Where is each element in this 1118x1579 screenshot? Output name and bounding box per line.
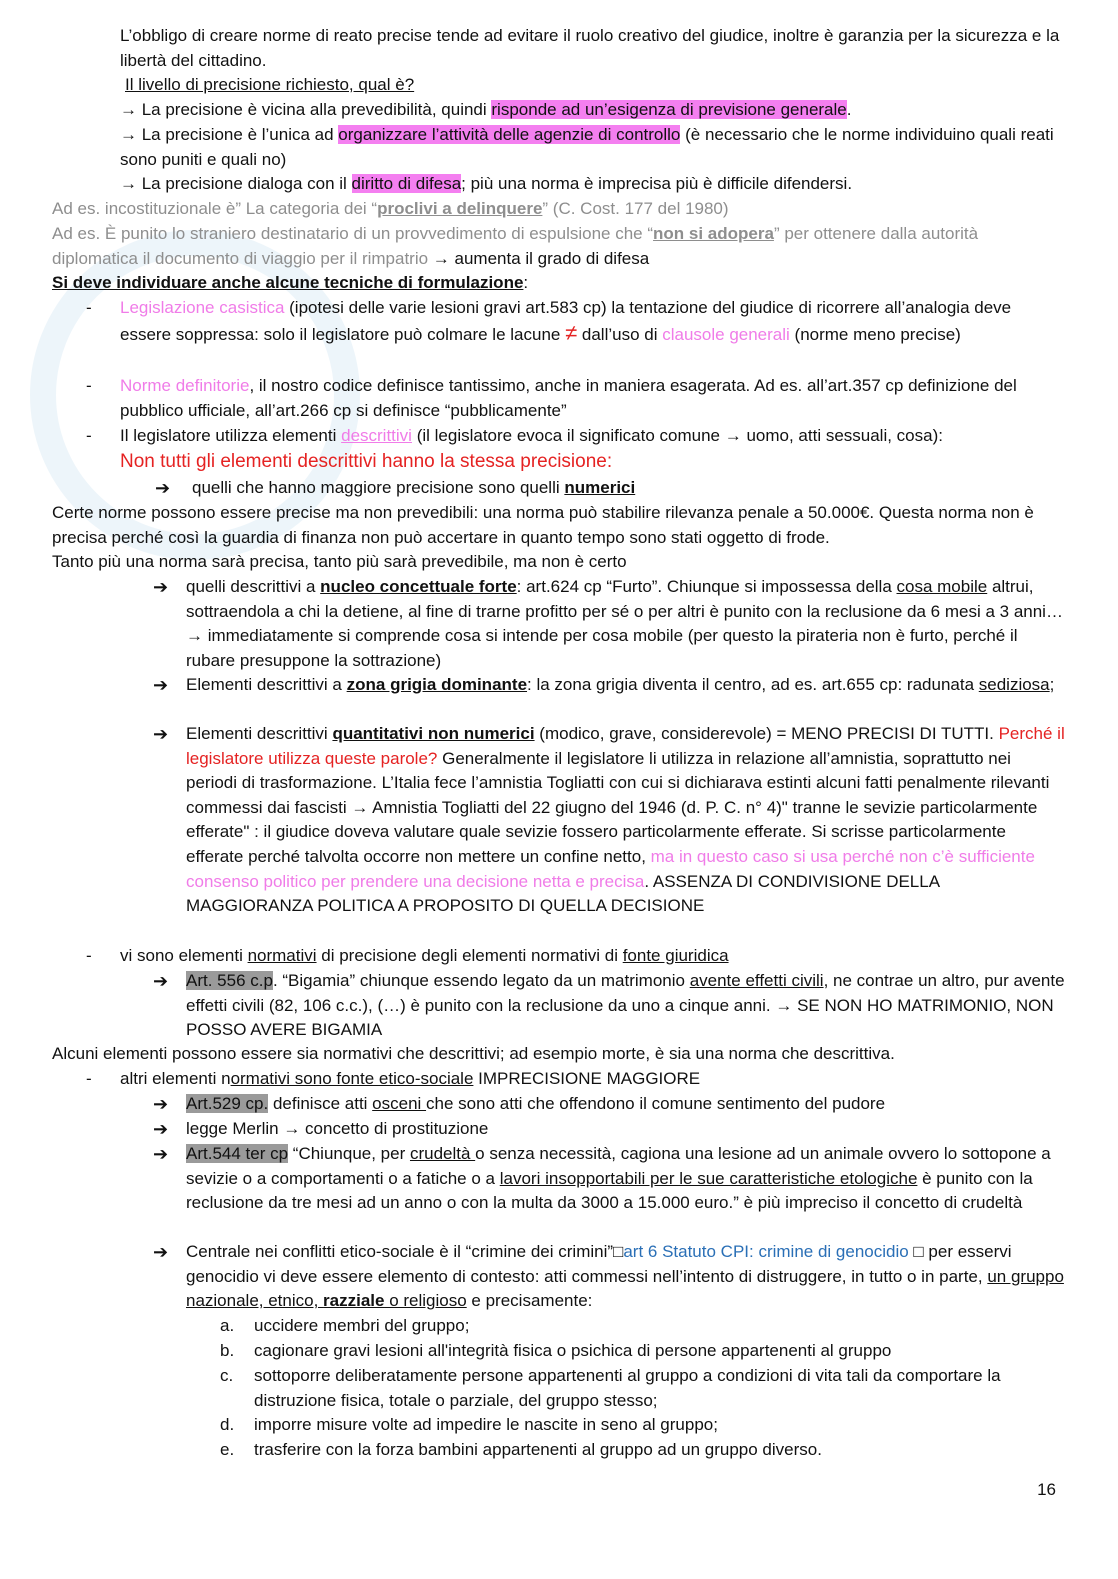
arrow-bullet-icon: ➔ — [153, 1144, 169, 1164]
question-line: Il livello di precisione richiesto, qual è? — [125, 75, 415, 94]
list-item: ➔ Art. 556 c.p. “Bigamia” chiunque essendo legato da un matrimonio avente effetti civili, ne contrae un altro, pur avente effetti civili (82, 106 c.c.), (…) è punito con la reclusione da uno a cinque anni. → SE NON HO MATRIMONIO, NON POSSO AVERE BIGAMIA — [153, 971, 1065, 1040]
list-item: - Norme definitorie, il nostro codice definisce tantissimo, anche in maniera esagerata. Ad es. all’art.357 cp definizione del pubblico ufficiale, all’art.266 cp si definisce “pubblicamente” — [86, 376, 1017, 420]
example-1: Ad es. incostituzionale è” La categoria dei “proclivi a delinquere” (C. Cost. 177 del 1980) — [52, 199, 729, 218]
box-glyph-icon: □ — [613, 1242, 624, 1261]
list-item: - Il legislatore utilizza elementi descrittivi (il legislatore evoca il significato comune → uomo, atti sessuali, cosa): — [0, 424, 1118, 449]
dash-bullet: - — [86, 946, 92, 965]
arrow-bullet-icon: ➔ — [153, 675, 169, 695]
list-item: ➔ quelli descrittivi a nucleo concettuale forte: art.624 cp “Furto”. Chiunque si impossessa della cosa mobile altrui, sottraendola a chi la detiene, al fine di trarne profitto per sé o per altri è punito con la reclusione da 6 mesi a 3 anni… → immediatamente si comprende cosa si intende per cosa mobile (per questo la pirateria non è furto, perché il rubare presuppone la sottrazione) — [153, 577, 1063, 670]
precision-point-1: → La precisione è vicina alla prevedibilità, quindi risponde ad un’esigenza di previsione generale. — [120, 100, 852, 119]
dash-bullet: - — [86, 298, 92, 317]
list-item: d. imporre misure volte ad impedire le nascite in seno al gruppo; — [220, 1415, 718, 1434]
paragraph: Tanto più una norma sarà precisa, tanto più sarà prevedibile, ma non è certo — [52, 552, 627, 571]
arrow-bullet-icon: ➔ — [155, 478, 171, 498]
arrow-bullet-icon: ➔ — [153, 1094, 169, 1114]
list-item: ➔ Art.544 ter cp “Chiunque, per crudeltà o senza necessità, cagiona una lesione ad un animale ovvero lo sottopone a sevizie o a comportamenti o a fatiche o a lavori insopportabili per le sue caratteristiche etologiche è punito con la reclusione da tre mesi ad un anno o con la multa da 3000 a 15.000 euro.” è più impreciso il concetto di crudeltà — [153, 1144, 1051, 1213]
red-note: Non tutti gli elementi descrittivi hanno la stessa precisione: — [120, 451, 613, 472]
example-2: Ad es. È punito lo straniero destinatario di un provvedimento di espulsione che “non si adopera” per ottenere dalla autorità diplomatica il documento di viaggio per il rimpatrio → aumenta il grado di difesa — [52, 224, 979, 268]
paragraph: Certe norme possono essere precise ma non prevedibili: una norma può stabilire rilevanza penale a 50.000€. Questa norma non è precisa perché così la guardia di finanza non può accertare in quanto tempo sono stati oggetto di frode. — [52, 503, 1034, 547]
precision-point-3: → La precisione dialoga con il diritto di difesa; più una norma è imprecisa più è difficile difendersi. — [120, 174, 853, 193]
intro-paragraph: L’obbligo di creare norme di reato precise tende ad evitare il ruolo creativo del giudice, inoltre è garanzia per la sicurezza e la libertà del cittadino. — [120, 26, 1060, 70]
box-glyph-icon: □ — [913, 1242, 924, 1261]
list-item: - Legislazione casistica (ipotesi delle varie lesioni gravi art.583 cp) la tentazione del giudice di ricorrere all’analogia deve essere soppressa: solo il legislatore può colmare le lacune ≠ dall’uso di clausole generali (norme meno precise) — [86, 298, 1012, 345]
list-item: ➔ quelli che hanno maggiore precisione sono quelli numerici — [0, 476, 1118, 501]
list-item: ➔ legge Merlin → concetto di prostituzione — [0, 1117, 1118, 1142]
list-item: c. sottoporre deliberatamente persone appartenenti al gruppo a condizioni di vita tali da comportare la distruzione fisica, totale o parziale, del gruppo stesso; — [220, 1366, 1001, 1410]
precision-point-2: → La precisione è l’unica ad organizzare l’attività delle agenzie di controllo (è necessario che le norme individuino quali reati sono puniti e quali no) — [120, 125, 1054, 169]
arrow-bullet-icon: ➔ — [153, 1119, 169, 1139]
arrow-bullet-icon: ➔ — [153, 724, 169, 744]
arrow-bullet-icon: ➔ — [153, 577, 169, 597]
arrow-bullet-icon: ➔ — [153, 971, 169, 991]
list-item: ➔ Centrale nei conflitti etico-sociale è il “crimine dei crimini”□art 6 Statuto CPI: crimine di genocidio □ per esservi genocidio vi deve essere elemento di contesto: atti commessi nell’intento di distruggere, in tutto o in parte, un gruppo nazionale, etnico, razziale o religioso e precisamente: — [153, 1242, 1064, 1311]
list-item: e. trasferire con la forza bambini appartenenti al gruppo ad un gruppo diverso. — [220, 1440, 822, 1459]
dash-bullet: - — [86, 426, 92, 445]
list-item: ➔ Elementi descrittivi quantitativi non numerici (modico, grave, considerevole) = MENO PRECISI DI TUTTI. Perché il legislatore utilizza queste parole? Generalmente il legislatore li utilizza in relazione all’amnistia, soprattutto nei periodi di trasformazione. L’Italia fece l’amnistia Togliatti con cui si dichiarava estinti alcuni fatti penalmente rilevanti commessi dai fascisti → Amnistia Togliatti del 22 giugno del 1946 (d. P. C. n° 4)" tranne le sevizie particolarmente efferate" : il giudice doveva valutare quale sevizie fossero particolarmente efferate. Si scrisse particolarmente efferate perché talvolta occorre non mettere un confine netto, ma in questo caso si usa perché non c’è sufficiente consenso politico per prendere una decisione netta e precisa. ASSENZA DI CONDIVISIONE DELLA MAGGIORANZA POLITICA A PROPOSITO DI QUELLA DECISIONE — [153, 724, 1065, 916]
paragraph: Alcuni elementi possono essere sia normativi che descrittivi; ad esempio morte, è sia una norma che descrittiva. — [52, 1044, 895, 1063]
page-number: 16 — [1037, 1480, 1056, 1499]
dash-bullet: - — [86, 1069, 92, 1088]
arrow-bullet-icon: ➔ — [153, 1242, 169, 1262]
list-item: ➔ Elementi descrittivi a zona grigia dominante: la zona grigia diventa il centro, ad es. art.655 cp: radunata sediziosa; — [0, 673, 1118, 698]
list-item: ➔ Art.529 cp. definisce atti osceni che sono atti che offendono il comune sentimento del pudore — [0, 1092, 1118, 1117]
section-heading: Si deve individuare anche alcune tecniche di formulazione: — [52, 273, 529, 292]
list-item: b. cagionare gravi lesioni all'integrità fisica o psichica di persone appartenenti al gruppo — [220, 1341, 892, 1360]
list-item: a. uccidere membri del gruppo; — [220, 1316, 470, 1335]
dash-bullet: - — [86, 376, 92, 395]
list-item: - vi sono elementi normativi di precisione degli elementi normativi di fonte giuridica — [0, 944, 1118, 969]
list-item: - altri elementi normativi sono fonte etico-sociale IMPRECISIONE MAGGIORE — [0, 1067, 1118, 1092]
